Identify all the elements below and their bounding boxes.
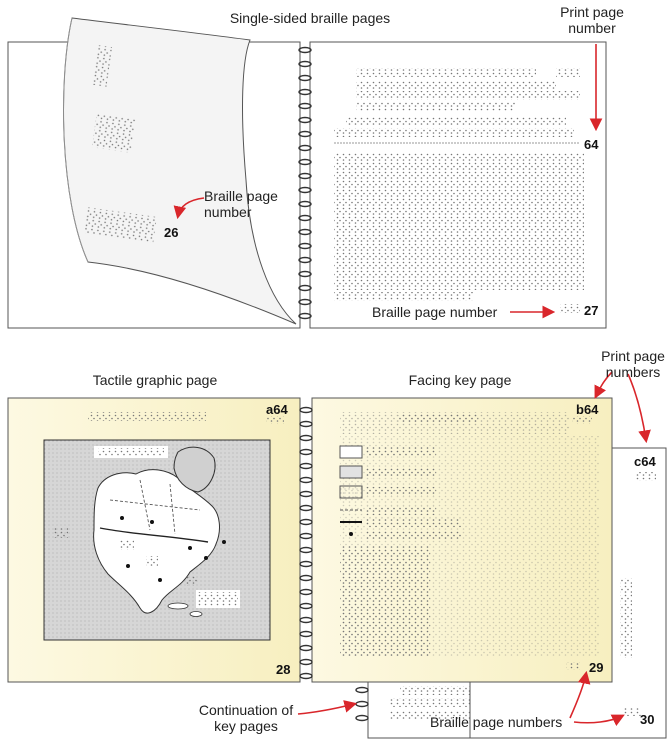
left-page-number: 26 [164, 225, 179, 240]
page-b-braille: 29 [589, 660, 604, 675]
page-a-print: a64 [266, 402, 288, 417]
arrow-print-c [628, 374, 646, 440]
page-a-braille: 28 [276, 662, 291, 677]
right-page-number: 27 [584, 303, 599, 318]
top-spiral [299, 48, 311, 319]
key-page-braille [340, 412, 600, 670]
top-title: Single-sided braille pages [229, 10, 391, 26]
continuation-label: Continuation of key pages [198, 702, 294, 734]
page-b-print: b64 [576, 402, 599, 417]
braille-pages-label: Braille page numbers [430, 714, 563, 730]
braille-page-label-left: Braille page number [204, 188, 278, 220]
arrow-continuation [298, 704, 354, 714]
print-page-label: Print page number [560, 4, 624, 36]
top-book [8, 18, 606, 328]
continuation-spiral [356, 688, 368, 721]
map-graphic [44, 440, 270, 640]
facing-key-label: Facing key page [408, 372, 512, 388]
bottom-spiral [300, 408, 312, 679]
print-page-number: 64 [584, 137, 599, 152]
page-c-braille: 30 [640, 712, 655, 727]
bottom-book [8, 372, 666, 738]
page-c-print: c64 [634, 454, 656, 469]
braille-page-label-bottom: Braille page number [372, 304, 498, 320]
tactile-graphic-label: Tactile graphic page [92, 372, 218, 388]
print-pages-label: Print page numbers [601, 348, 665, 380]
